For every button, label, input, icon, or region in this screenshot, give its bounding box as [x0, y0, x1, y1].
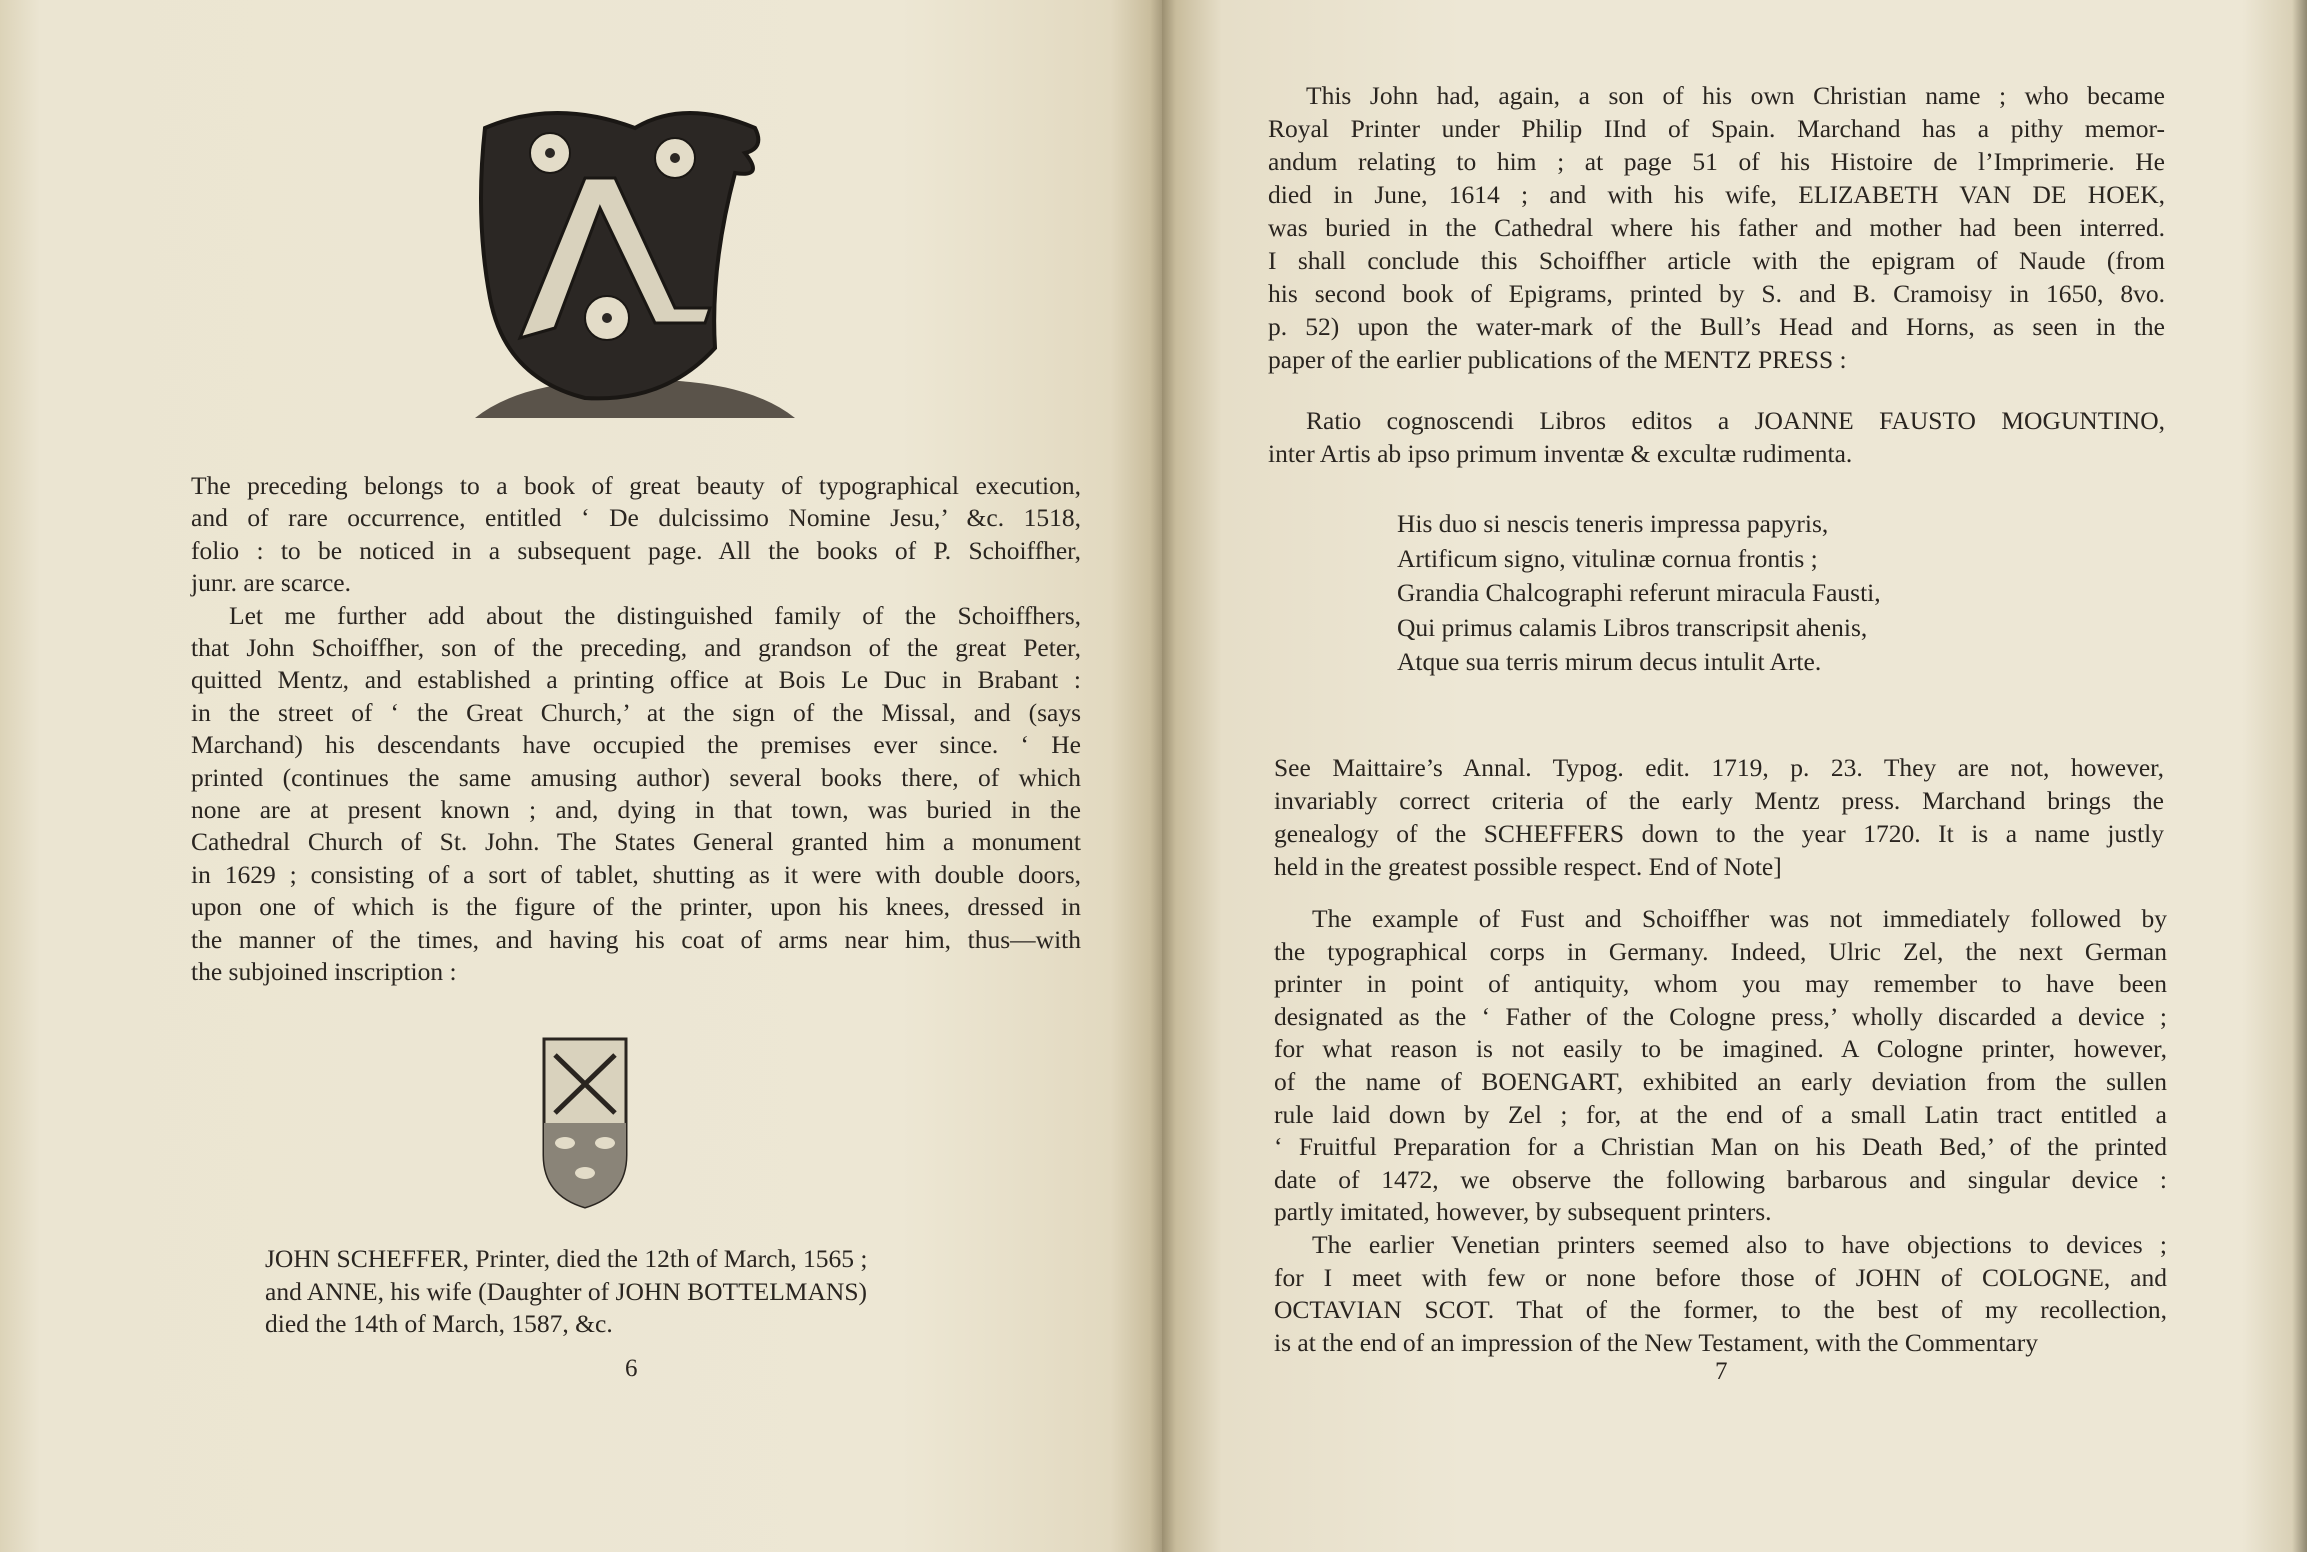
note-line: invariably correct criteria of the early Mentz press. Marchand brings the: [1274, 786, 2164, 815]
text-line: upon one of which is the figure of the printer, upon his knees, dressed in: [191, 892, 1081, 922]
text-line: quitted Mentz, and established a printing office at Bois Le Duc in Brabant :: [191, 665, 1081, 695]
text-line: Ratio cognoscendi Libros editos a JOANNE FAUSTO MOGUNTINO,: [1306, 406, 2165, 435]
text-line: the subjoined inscription :: [191, 957, 457, 986]
text-line: in 1629 ; consisting of a sort of tablet, shutting as it were with double doors,: [191, 859, 1081, 889]
poem-line: Grandia Chalcographi referunt miracula Fausti,: [1397, 578, 1881, 607]
text-line: designated as the ‘ Father of the Cologne press,’ wholly discarded a device ;: [1274, 1001, 2167, 1031]
text-line: printed (continues the same amusing author) several books there, of which: [191, 762, 1081, 792]
text-line: Royal Printer under Philip IInd of Spain. Marchand has a pithy memor-: [1268, 114, 2165, 143]
text-line: was buried in the Cathedral where his father and mother had been interred.: [1268, 213, 2165, 242]
page-number: 6: [625, 1355, 638, 1382]
text-line: died in June, 1614 ; and with his wife, ELIZABETH VAN DE HOEK,: [1268, 180, 2165, 209]
note-line: genealogy of the SCHEFFERS down to the year 1720. It is a name justly: [1274, 819, 2164, 848]
text-line: The example of Fust and Schoiffher was not immediately followed by: [1312, 904, 2167, 933]
text-line: and of rare occurrence, entitled ‘ De dulcissimo Nomine Jesu,’ &c. 1518,: [191, 503, 1081, 533]
text-line: his second book of Epigrams, printed by S. and B. Cramoisy in 1650, 8vo.: [1268, 279, 2165, 308]
poem-line: His duo si nescis teneris impressa papyris,: [1397, 509, 1829, 538]
poem-line: Artificum signo, vitulinæ cornua frontis ;: [1397, 543, 1818, 573]
text-line: in the street of ‘ the Great Church,’ at the sign of the Missal, and (says: [191, 697, 1081, 727]
text-line: paper of the earlier publications of the MENTZ PRESS :: [1268, 345, 1847, 374]
inscription-line: and ANNE, his wife (Daughter of JOHN BOTTELMANS): [265, 1276, 867, 1306]
note-line: See Maittaire’s Annal. Typog. edit. 1719, p. 23. They are not, however,: [1274, 753, 2164, 782]
inscription-line: died the 14th of March, 1587, &c.: [265, 1309, 613, 1338]
text-line: p. 52) upon the water-mark of the Bull’s Head and Horns, as seen in the: [1268, 312, 2165, 341]
text-line: the manner of the times, and having his coat of arms near him, thus—with: [191, 924, 1081, 954]
poem-line: Atque sua terris mirum decus intulit Arte.: [1397, 647, 1822, 676]
text-line: that John Schoiffher, son of the preceding, and grandson of the great Peter,: [191, 633, 1081, 662]
text-line: OCTAVIAN SCOT. That of the former, to the best of my recollection,: [1274, 1295, 2167, 1325]
poem-line: Qui primus calamis Libros transcripsit ahenis,: [1397, 612, 1868, 642]
text-line: The preceding belongs to a book of great beauty of typographical execution,: [191, 471, 1081, 500]
text-line: printer in point of antiquity, whom you may remember to have been: [1274, 969, 2167, 999]
right-page: [1162, 0, 2307, 1552]
text-line: This John had, again, a son of his own Christian name ; who became: [1306, 81, 2165, 110]
inscription-line: JOHN SCHEFFER, Printer, died the 12th of March, 1565 ;: [265, 1244, 868, 1273]
text-line: The earlier Venetian printers seemed also to have objections to devices ;: [1312, 1230, 2167, 1259]
text-line: ‘ Fruitful Preparation for a Christian Man on his Death Bed,’ of the printed: [1274, 1132, 2167, 1162]
text-line: the typographical corps in Germany. Indeed, Ulric Zel, the next German: [1274, 936, 2167, 966]
text-line: inter Artis ab ipso primum inventæ & excultæ rudimenta.: [1268, 439, 1853, 468]
text-line: Let me further add about the distinguished family of the Schoiffhers,: [229, 600, 1081, 630]
text-line: Cathedral Church of St. John. The States General granted him a monument: [191, 827, 1081, 857]
text-line: I shall conclude this Schoiffher article with the epigram of Naude (from: [1268, 246, 2165, 275]
text-line: of the name of BOENGART, exhibited an early deviation from the sullen: [1274, 1067, 2167, 1096]
text-line: partly imitated, however, by subsequent printers.: [1274, 1197, 1772, 1227]
text-line: none are at present known ; and, dying in that town, was buried in the: [191, 795, 1081, 824]
text-line: for I meet with few or none before those of JOHN of COLOGNE, and: [1274, 1262, 2167, 1292]
text-line: for what reason is not easily to be imagined. A Cologne printer, however,: [1274, 1034, 2167, 1064]
coat-of-arms-illustration: [540, 1035, 630, 1210]
text-line: Marchand) his descendants have occupied the premises ever since. ‘ He: [191, 730, 1081, 760]
text-line: date of 1472, we observe the following barbarous and singular device :: [1274, 1164, 2167, 1194]
text-line: andum relating to him ; at page 51 of his Histoire de l’Imprimerie. He: [1268, 147, 2165, 176]
text-line: junr. are scarce.: [191, 568, 351, 598]
note-line: held in the greatest possible respect. End of Note]: [1274, 852, 1782, 881]
text-line: rule laid down by Zel ; for, at the end of a small Latin tract entitled a: [1274, 1099, 2167, 1129]
text-line: folio : to be noticed in a subsequent page. All the books of P. Schoiffher,: [191, 535, 1081, 565]
page-number: 7: [1715, 1358, 1728, 1385]
shield-device-illustration: [465, 98, 805, 433]
text-line: is at the end of an impression of the New Testament, with the Commentary: [1274, 1327, 2038, 1357]
